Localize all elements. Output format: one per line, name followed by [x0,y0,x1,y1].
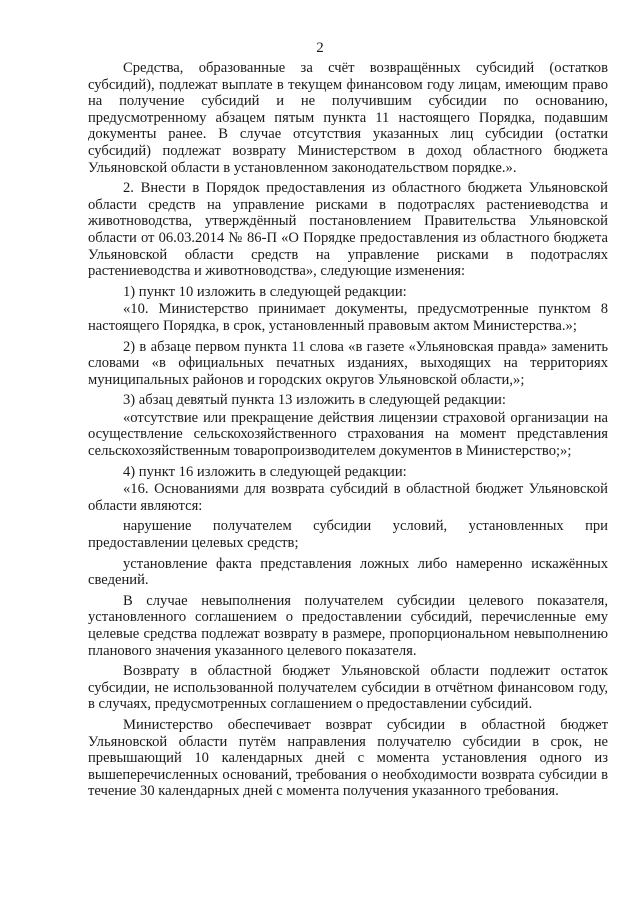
paragraph-clause-16: «16. Основаниями для возврата субсидий в областной бюджет Ульяновской области являются: [88,481,608,514]
paragraph-remainder-return: Возврату в областной бюджет Ульяновской области подлежит остаток субсидии, не использованной получателем субсидии в отчётном финансовом году, в случаях, предусмотренных соглашением о предоставлении субсидий. [88,663,608,713]
paragraph-item-2: 2) в абзаце первом пункта 11 слова «в газете «Ульяновская правда» заменить словами «в официальных печатных изданиях, выходящих на территориях муниципальных районов и городских округов Ульяновской области,»; [88,338,608,388]
paragraph-ministry-return: Министерство обеспечивает возврат субсидии в областной бюджет Ульяновской области путём направления получателю субсидии в срок, не превышающий 10 календарных дней с момента установления одного из вышеперечисленных оснований, требования о необходимости возврата субсидии в течение 30 календарных дней с момента получения указанного требования. [88,716,608,800]
paragraph-false-info: установление факта представления ложных либо намеренно искажённых сведений. [88,555,608,589]
paragraph-license-clause: «отсутствие или прекращение действия лицензии страховой организации на осуществление сельскохозяйственного страхования на момент представления сельскохозяйственным товаропроизводителем документов в Министерство;»; [88,409,608,460]
document-body [88,60,608,804]
paragraph-amendment-2: 2. Внести в Порядок предоставления из областного бюджета Ульяновской области средств на управление рисками в подотраслях растениеводства и животноводства, утверждённый постановлением Правительства Ульяновской области от 06.03.2014 № 86-П «О Порядке предоставления из областного бюджета Ульяновской области средств на управление рисками в подотраслях растениеводства и животноводства», следующие изменения: [88,180,608,280]
paragraph-target-indicator: В случае невыполнения получателем субсидии целевого показателя, установленного соглашением о предоставлении субсидий, перечисленные ему целевые средства подлежат возврату в размере, пропорциональном невыполнению планового значения указанного целевого показателя. [88,592,608,659]
page-number: 2 [316,40,324,56]
paragraph-item-1: 1) пункт 10 изложить в следующей редакции: [123,283,407,300]
paragraph-item-4: 4) пункт 16 изложить в следующей редакции: [123,463,407,480]
paragraph-clause-10: «10. Министерство принимает документы, предусмотренные пунктом 8 настоящего Порядка, в срок, установленный правовым актом Министерства.»; [88,301,608,334]
paragraph-violation: нарушение получателем субсидии условий, установленных при предоставлении целевых средств; [88,518,608,552]
paragraph-returned-subsidies: Средства, образованные за счёт возвращённых субсидий (остатков субсидий), подлежат выплате в текущем финансовом году лицам, имеющим право на получение субсидий и не получившим субсидии по основанию, предусмотренному абзацем пятым пункта 11 настоящего Порядка, подавшим документы ранее. В случае отсутствия указанных лиц субсидии (остатки субсидий) подлежат возврату Министерством в доход областного бюджета Ульяновской области в установленном законодательством порядке.». [88,60,608,176]
paragraph-item-3: 3) абзац девятый пункта 13 изложить в следующей редакции: [123,392,506,409]
